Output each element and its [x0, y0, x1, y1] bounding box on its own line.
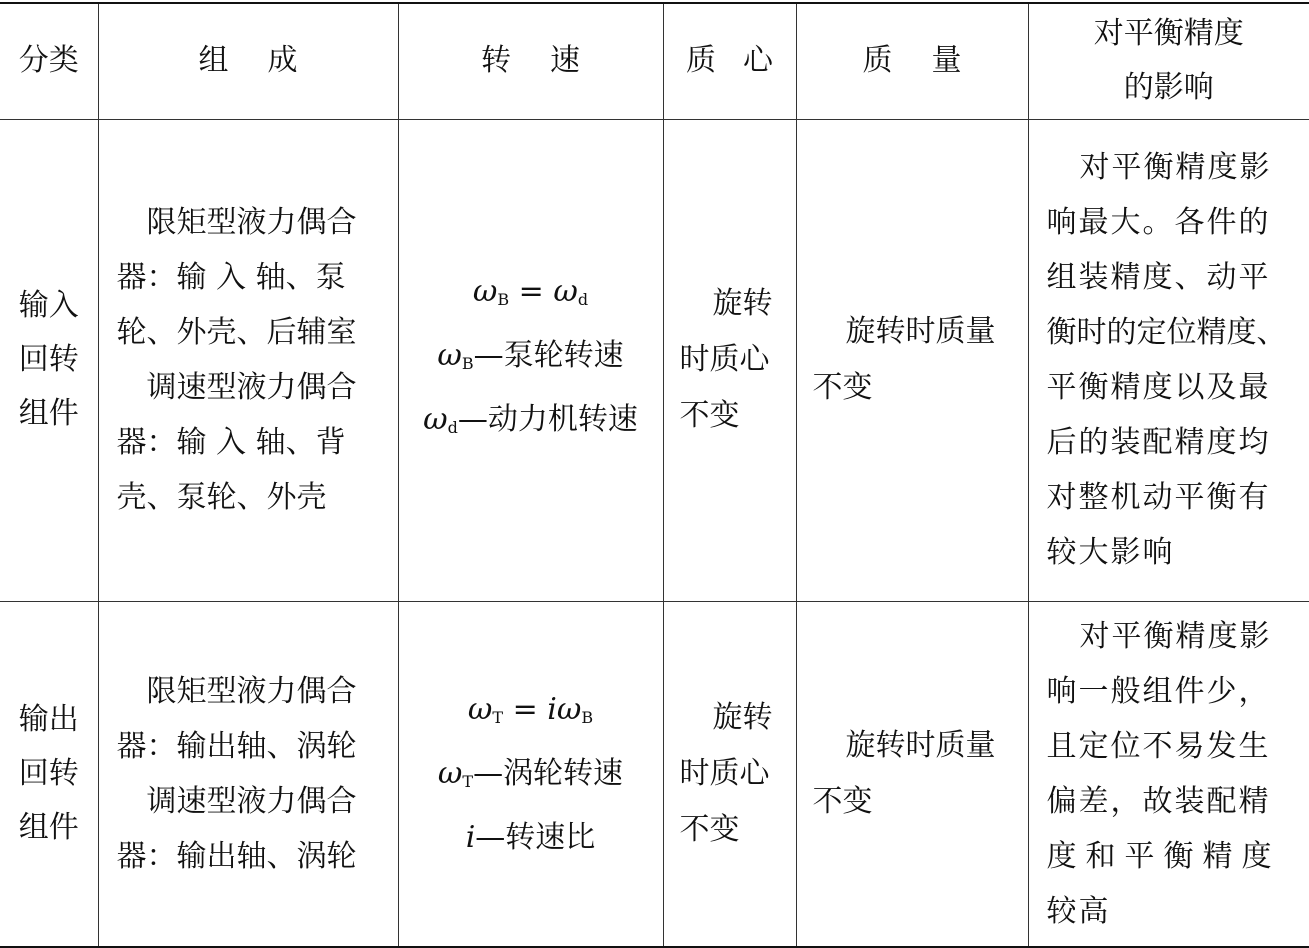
composition-line: 调速型液力偶合: [146, 783, 357, 819]
effect-line: 度和平衡精度: [1046, 838, 1281, 874]
category-line: 输入: [18, 288, 79, 323]
effect-line: 响一般组件少，: [1046, 673, 1271, 709]
header-center-of-mass-text: 质心: [686, 43, 800, 79]
mass-line: 不变: [812, 783, 873, 819]
component-balance-table: [0, 2, 1309, 948]
category-line: 回转: [18, 342, 79, 377]
effect-line: 较高: [1046, 893, 1111, 929]
speed-definition: $\omega_d—$动力机转速: [423, 402, 638, 437]
header-effect-line2: 的影响: [1123, 70, 1214, 106]
effect-line: 衡时的定位精度、: [1046, 315, 1287, 350]
category-cell: [0, 119, 98, 601]
composition-line: 限矩型液力偶合: [146, 673, 357, 709]
mass-line: 旋转时质量: [845, 314, 996, 349]
composition-line: 调速型液力偶合: [146, 370, 357, 405]
speed-formula: $\omega_T = i\omega_B$: [467, 691, 594, 727]
center-of-mass-line: 旋转: [712, 286, 773, 321]
effect-cell: [1028, 119, 1309, 601]
header-effect-line1: 对平衡精度: [1093, 16, 1244, 52]
composition-line: 轮、外壳、后辅室: [116, 315, 357, 350]
table-row-input: [0, 119, 1309, 601]
effect-line: 响最大。各件的: [1046, 205, 1271, 240]
header-speed: [398, 3, 663, 119]
header-effect: [1028, 3, 1309, 119]
header-mass: [796, 3, 1028, 119]
composition-line: 器：输出轴、涡轮: [116, 838, 357, 874]
effect-line: 偏差，故装配精: [1046, 783, 1271, 819]
speed-cell: [398, 119, 663, 601]
effect-line: 对平衡精度影: [1079, 618, 1272, 654]
effect-line: 对平衡精度影: [1079, 150, 1272, 185]
effect-line: 组装精度、动平: [1046, 260, 1271, 295]
center-of-mass-line: 不变: [679, 398, 740, 433]
composition-cell: [98, 119, 398, 601]
mass-line: 不变: [812, 370, 873, 405]
header-center-of-mass: [663, 3, 800, 119]
category-cell: [0, 601, 98, 947]
speed-definition: $\omega_T—$涡轮转速: [437, 755, 624, 791]
speed-definition: i—转速比: [465, 819, 596, 855]
center-of-mass-cell: [663, 119, 796, 601]
header-mass-text: 质量: [862, 43, 1001, 79]
speed-formula: $\omega_B = \omega_d$: [472, 274, 589, 309]
center-of-mass-line: 时质心: [679, 342, 770, 377]
center-of-mass-line: 旋转: [712, 699, 773, 735]
category-line: 回转: [18, 755, 79, 791]
composition-line: 限矩型液力偶合: [146, 205, 357, 240]
composition-line: 器：输 入 轴、泵: [116, 260, 346, 295]
composition-line: 器：输出轴、涡轮: [116, 728, 357, 764]
header-category: 分类: [0, 3, 98, 119]
mass-cell: [796, 119, 1028, 601]
effect-line: 后的装配精度均: [1046, 425, 1271, 460]
speed-cell: [398, 601, 663, 947]
composition-line: 器：输 入 轴、背: [116, 425, 346, 460]
effect-line: 较大影响: [1046, 535, 1175, 570]
category-line: 输出: [18, 701, 79, 737]
composition-cell: [98, 601, 398, 947]
center-of-mass-cell: [663, 601, 796, 947]
header-speed-text: 转速: [481, 43, 619, 79]
header-composition: [98, 3, 398, 119]
speed-definition: $\omega_B—$泵轮转速: [437, 338, 624, 373]
composition-line: 壳、泵轮、外壳: [116, 480, 327, 515]
header-row: [0, 3, 1309, 119]
center-of-mass-line: 时质心: [679, 755, 770, 791]
center-of-mass-line: 不变: [679, 811, 740, 847]
category-line: 组件: [18, 396, 79, 431]
table-row-output: [0, 601, 1309, 947]
mass-cell: [796, 601, 1028, 947]
effect-cell: [1028, 601, 1309, 947]
effect-line: 对整机动平衡有: [1046, 480, 1271, 515]
effect-line: 平衡精度以及最: [1046, 370, 1271, 405]
mass-line: 旋转时质量: [845, 727, 996, 763]
header-composition-text: 组成: [198, 43, 337, 79]
effect-line: 且定位不易发生: [1046, 728, 1271, 764]
category-line: 组件: [18, 809, 79, 845]
